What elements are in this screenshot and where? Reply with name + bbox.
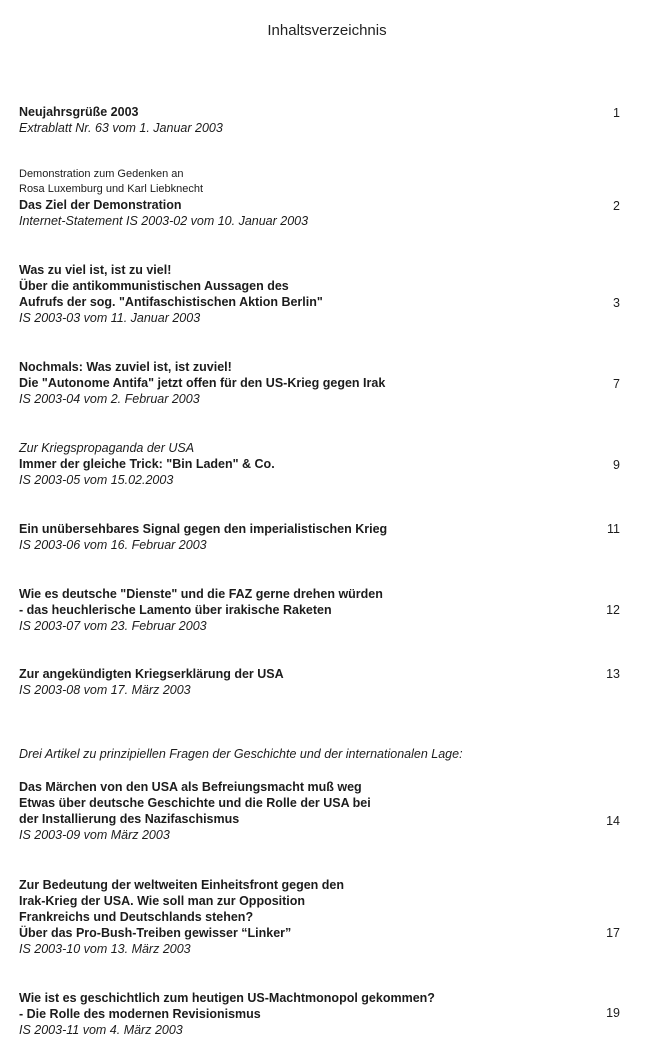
page-number: 2 [613, 199, 620, 213]
entry-source: IS 2003-08 vom 17. März 2003 [19, 683, 191, 697]
page-number: 19 [606, 1006, 620, 1020]
entry-headline: Was zu viel ist, ist zu viel! [19, 263, 172, 277]
toc-entry[interactable] [19, 990, 619, 1038]
page-number: 3 [613, 296, 620, 310]
entry-headline: Zur Bedeutung der weltweiten Einheitsfront gegen den [19, 878, 345, 892]
entry-headline: Frankreichs und Deutschlands stehen? [19, 910, 254, 924]
entry-source: IS 2003-05 vom 15.02.2003 [19, 473, 174, 487]
toc-entry[interactable] [19, 359, 619, 407]
toc-entry[interactable] [19, 440, 619, 488]
toc-entry[interactable] [19, 666, 619, 698]
entry-headline: Zur angekündigten Kriegserklärung der USA [19, 667, 284, 681]
section-note: Drei Artikel zu prinzipiellen Fragen der Geschichte und der internationalen Lage: [19, 747, 463, 761]
page-title: Inhaltsverzeichnis [267, 22, 387, 39]
entry-source: IS 2003-07 vom 23. Februar 2003 [19, 619, 207, 633]
page-number: 1 [613, 106, 620, 120]
entry-headline: Das Ziel der Demonstration [19, 198, 182, 212]
entry-headline: Über die antikommunistischen Aussagen des [19, 279, 289, 293]
entry-headline: Über das Pro-Bush-Treiben gewisser “Linker” [19, 926, 292, 940]
entry-source: Internet-Statement IS 2003-02 vom 10. Januar 2003 [19, 214, 309, 228]
entry-headline: Immer der gleiche Trick: "Bin Laden" & Co. [19, 457, 275, 471]
page-number: 13 [606, 667, 620, 681]
entry-kicker: Rosa Luxemburg und Karl Liebknecht [19, 183, 204, 195]
entry-kicker: Zur Kriegspropaganda der USA [19, 441, 195, 455]
entry-headline: Etwas über deutsche Geschichte und die Rolle der USA bei [19, 796, 371, 810]
toc-entry[interactable] [19, 586, 619, 634]
entry-headline: Das Märchen von den USA als Befreiungsmacht muß weg [19, 780, 362, 794]
entry-headline: Aufrufs der sog. "Antifaschistischen Aktion Berlin" [19, 295, 323, 309]
toc-entry[interactable] [19, 779, 619, 843]
entry-source: IS 2003-04 vom 2. Februar 2003 [19, 392, 200, 406]
page-number: 14 [606, 814, 620, 828]
entry-headline: Nochmals: Was zuviel ist, ist zuviel! [19, 360, 232, 374]
entry-headline: Die "Autonome Antifa" jetzt offen für den US-Krieg gegen Irak [19, 376, 386, 390]
page-number: 7 [613, 377, 620, 391]
toc-entry[interactable] [19, 262, 619, 326]
entry-source: Extrablatt Nr. 63 vom 1. Januar 2003 [19, 121, 223, 135]
entry-headline: Irak-Krieg der USA. Wie soll man zur Opposition [19, 894, 306, 908]
entry-source: IS 2003-11 vom 4. März 2003 [19, 1023, 183, 1037]
entry-headline: Wie ist es geschichtlich zum heutigen US-Machtmonopol gekommen? [19, 991, 435, 1005]
entry-headline: Wie es deutsche "Dienste" und die FAZ gerne drehen würden [19, 587, 383, 601]
toc-entry[interactable] [19, 521, 619, 553]
toc-entry[interactable] [19, 104, 619, 136]
toc-entry[interactable] [19, 877, 619, 957]
entry-source: IS 2003-10 vom 13. März 2003 [19, 942, 191, 956]
toc-entry[interactable] [19, 167, 619, 229]
entry-source: IS 2003-06 vom 16. Februar 2003 [19, 538, 207, 552]
page-number: 11 [607, 522, 620, 536]
entry-kicker: Demonstration zum Gedenken an [19, 168, 184, 180]
page-number: 17 [606, 926, 620, 940]
entry-headline: Ein unübersehbares Signal gegen den imperialistischen Krieg [19, 522, 388, 536]
entry-headline: - Die Rolle des modernen Revisionismus [19, 1007, 261, 1021]
entry-headline: Neujahrsgrüße 2003 [19, 105, 139, 119]
entry-headline: - das heuchlerische Lamento über irakische Raketen [19, 603, 332, 617]
entry-source: IS 2003-09 vom März 2003 [19, 828, 170, 842]
entry-source: IS 2003-03 vom 11. Januar 2003 [19, 311, 201, 325]
page-number: 9 [613, 458, 620, 472]
entry-headline: der Installierung des Nazifaschismus [19, 812, 240, 826]
page-number: 12 [606, 603, 620, 617]
